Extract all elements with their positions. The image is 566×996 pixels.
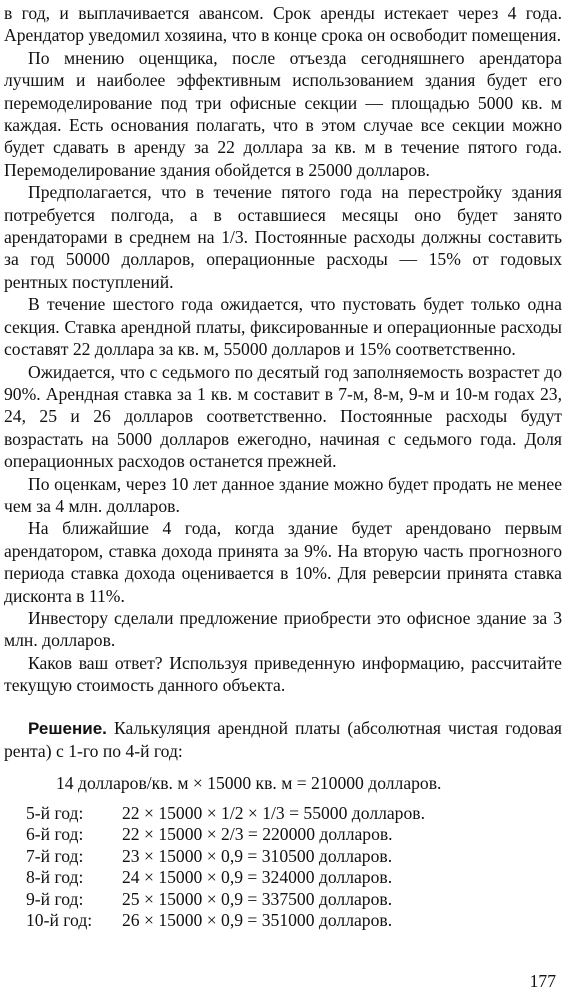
paragraph-continued: в год, и выплачивается авансом. Срок аренды истекает через 4 года. Арендатор уведомил хозяина, что в конце срока он освободит помещения.	[4, 3, 562, 46]
calc-year-label: 9-й год:	[26, 888, 84, 909]
calc-expression: 26 × 15000 × 0,9 = 351000 долларов.	[122, 910, 393, 931]
solution-text: Калькуляция арендной платы (абсолютная чистая годовая рента) с 1-го по 4-й год:	[4, 717, 562, 761]
calc-row-year-10	[4, 910, 562, 932]
calculation-list	[4, 803, 562, 932]
calc-row-year-5	[4, 803, 562, 825]
paragraph-appraiser-opinion: По мнению оценщика, после отъезда сегодняшнего арендатора лучшим и наиболее эффективным использованием здания будет его перемоделирование под три офисные секции — площадью 5000 кв. м каждая. Есть основания полагать, что в этом случае все секции можно будет сдавать в аренду за 22 доллара за кв. м в течение пятого года. Перемоделирование здания обойдется в 25000 долларов.	[4, 47, 562, 180]
calc-expression: 25 × 15000 × 0,9 = 337500 долларов.	[122, 888, 393, 909]
paragraph-offer: Инвестору сделали предложение приобрести это офисное здание за 3 млн. долларов.	[4, 607, 562, 651]
paragraph-sale-estimate: По оценкам, через 10 лет данное здание можно будет продать не менее чем за 4 млн. долларов.	[4, 473, 562, 516]
calc-year-label: 7-й год:	[26, 845, 84, 866]
calc-expression: 23 × 15000 × 0,9 = 310500 долларов.	[122, 845, 393, 866]
calc-expression: 22 × 15000 × 2/3 = 220000 долларов.	[122, 824, 393, 845]
calc-year-label: 10-й год:	[26, 910, 93, 931]
calc-row-year-9	[4, 889, 562, 911]
paragraph-rates: На ближайшие 4 года, когда здание будет арендовано первым арендатором, ставка дохода принята за 9%. На вторую часть прогнозного периода ставка дохода оценивается в 10%. Для реверсии принята ставка дисконта в 11%.	[4, 518, 562, 606]
paragraph-question: Каков ваш ответ? Используя приведенную информацию, рассчитайте текущую стоимость данного объекта.	[4, 652, 562, 696]
calc-year-label: 5-й год:	[26, 802, 84, 823]
calc-expression: 22 × 15000 × 1/2 × 1/3 = 55000 долларов.	[122, 802, 425, 823]
page-number: 177	[529, 971, 556, 991]
calc-row-year-8	[4, 867, 562, 889]
paragraph-years-seven-ten: Ожидается, что с седьмого по десятый год заполняемость возрастет до 90%. Арендная ставка за 1 кв. м составит в 7-м, 8-м, 9-м и 10-м годах 23, 24, 25 и 26 долларов соответственно. Постоянные расходы будут возрастать на 5000 долларов ежегодно, начиная с седьмого года. Доля операционных расходов останется прежней.	[4, 361, 562, 472]
paragraph-year-six: В течение шестого года ожидается, что пустовать будет только одна секция. Ставка арендной платы, фиксированные и операционные расходы составят 22 доллара за кв. м, 55000 долларов и 15% соответственно.	[4, 294, 562, 360]
calc-row-year-7	[4, 846, 562, 868]
calc-year-label: 6-й год:	[26, 824, 84, 845]
solution-heading: Решение.	[28, 718, 107, 738]
calc-row-year-6	[4, 824, 562, 846]
calc-year-label: 8-й год:	[26, 867, 84, 888]
paragraph-year-five: Предполагается, что в течение пятого года на перестройку здания потребуется полгода, а в оставшиеся месяцы оно будет занято арендаторами в среднем на 1/3. Постоянные расходы должны составить за год 50000 долларов, операционные расходы — 15% от годовых рентных поступлений.	[4, 182, 562, 292]
solution-paragraph	[4, 717, 562, 763]
rent-formula: 14 долларов/кв. м × 15000 кв. м = 210000 долларов.	[56, 773, 442, 794]
calc-expression: 24 × 15000 × 0,9 = 324000 долларов.	[122, 867, 393, 888]
